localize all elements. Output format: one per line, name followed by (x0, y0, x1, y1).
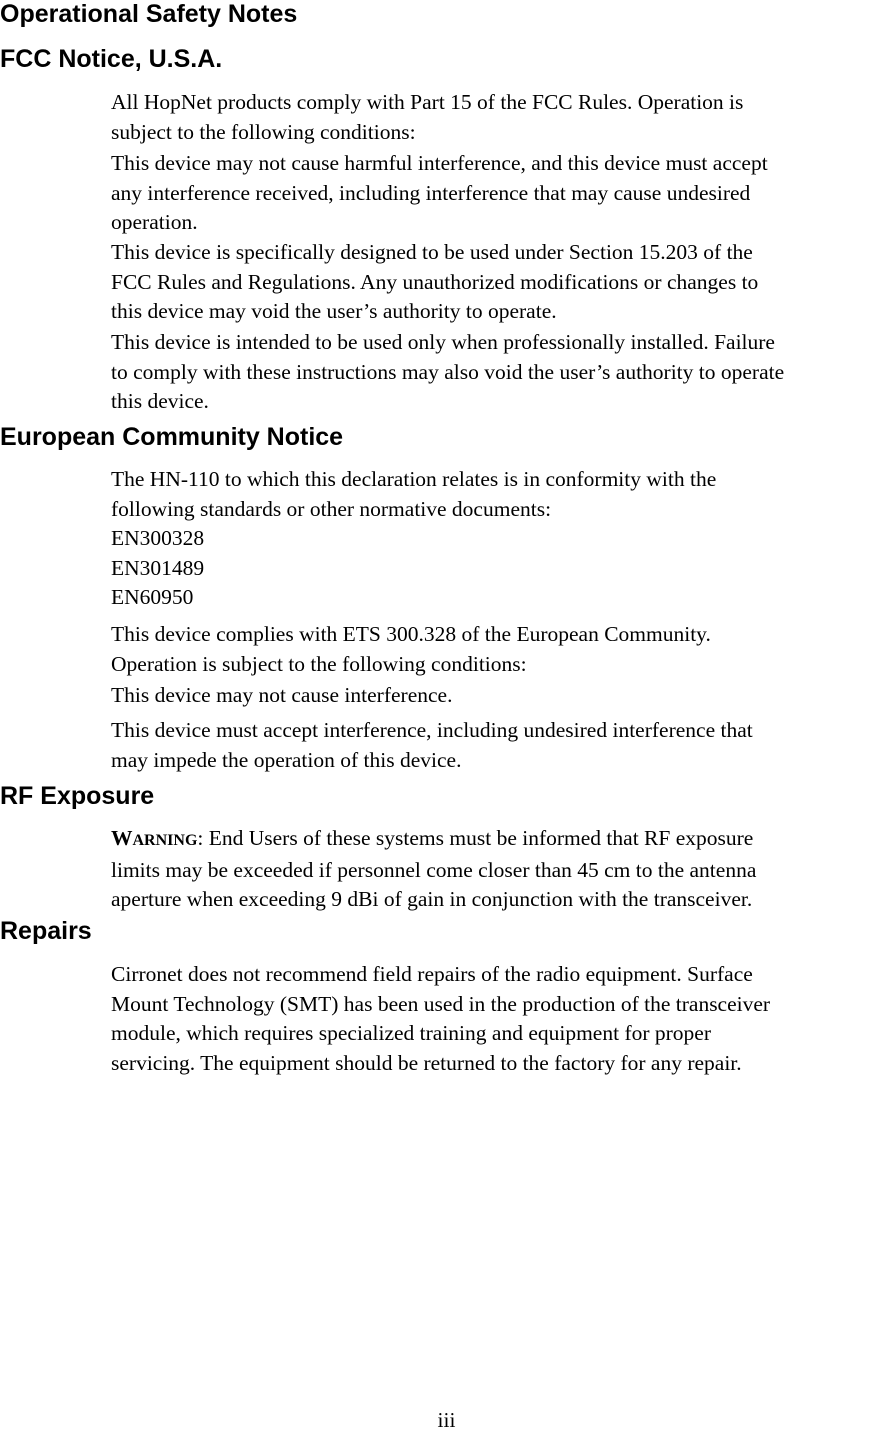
warning-label: ARNING (132, 832, 198, 849)
eu-paragraph-3 (111, 681, 893, 711)
text-line: FCC Rules and Regulations. Any unauthorized modifications or changes to (111, 269, 759, 294)
warning-initial: W (111, 826, 133, 850)
repairs-heading: Repairs (0, 917, 92, 945)
fcc-heading: FCC Notice, U.S.A. (0, 45, 223, 73)
fcc-paragraph-4 (111, 328, 893, 417)
text-line: The HN-110 to which this declaration relates is in conformity with the (111, 467, 717, 491)
text-line: to comply with these instructions may also void the user’s authority to operate (111, 359, 785, 384)
text-line: All HopNet products comply with Part 15 of the FCC Rules. Operation is (111, 90, 744, 114)
eu-paragraph-4 (111, 716, 893, 775)
text-line: EN60950 (111, 585, 194, 609)
text-line: This device may not cause interference. (111, 683, 453, 707)
fcc-paragraph-3 (111, 238, 893, 327)
text-line: servicing. The equipment should be returned to the factory for any repair. (111, 1050, 742, 1075)
fcc-paragraph-1 (111, 88, 893, 147)
rf-heading: RF Exposure (0, 782, 155, 810)
text-line: any interference received, including interference that may cause undesired (111, 180, 751, 205)
text-line: module, which requires specialized training and equipment for proper (111, 1021, 712, 1045)
text-line: this device. (111, 389, 209, 413)
eu-paragraph-1 (111, 465, 893, 613)
text-line: This device is intended to be used only when professionally installed. Failure (111, 330, 775, 354)
text-line: EN301489 (111, 555, 205, 580)
text-line (111, 824, 893, 856)
page-number: iii (437, 1408, 456, 1432)
repairs-paragraph (111, 960, 893, 1078)
text-line: may impede the operation of this device. (111, 747, 462, 772)
text-line: This device may not cause harmful interference, and this device must accept (111, 151, 768, 175)
text-line: operation. (111, 210, 198, 234)
text-line: This device complies with ETS 300.328 of the European Community. (111, 622, 711, 646)
text-line: Operation is subject to the following conditions: (111, 651, 527, 676)
warning-text: : End Users of these systems must be informed that RF exposure (197, 826, 754, 850)
text-line: this device may void the user’s authority to operate. (111, 299, 557, 323)
text-line: This device is specifically designed to be used under Section 15.203 of the (111, 240, 753, 264)
eu-paragraph-2 (111, 620, 893, 679)
text-line: limits may be exceeded if personnel come closer than 45 cm to the antenna (111, 857, 757, 882)
text-line: EN300328 (111, 526, 205, 550)
text-line: This device must accept interference, including undesired interference that (111, 718, 753, 742)
rf-warning-paragraph (111, 824, 893, 915)
eu-heading: European Community Notice (0, 423, 344, 451)
text-line: subject to the following conditions: (111, 119, 416, 144)
page-title: Operational Safety Notes (0, 0, 298, 28)
text-line: Cirronet does not recommend field repairs of the radio equipment. Surface (111, 962, 753, 986)
text-line: following standards or other normative documents: (111, 496, 552, 521)
text-line: aperture when exceeding 9 dBi of gain in conjunction with the transceiver. (111, 887, 753, 911)
text-line: Mount Technology (SMT) has been used in the production of the transceiver (111, 991, 771, 1016)
fcc-paragraph-2 (111, 149, 893, 238)
